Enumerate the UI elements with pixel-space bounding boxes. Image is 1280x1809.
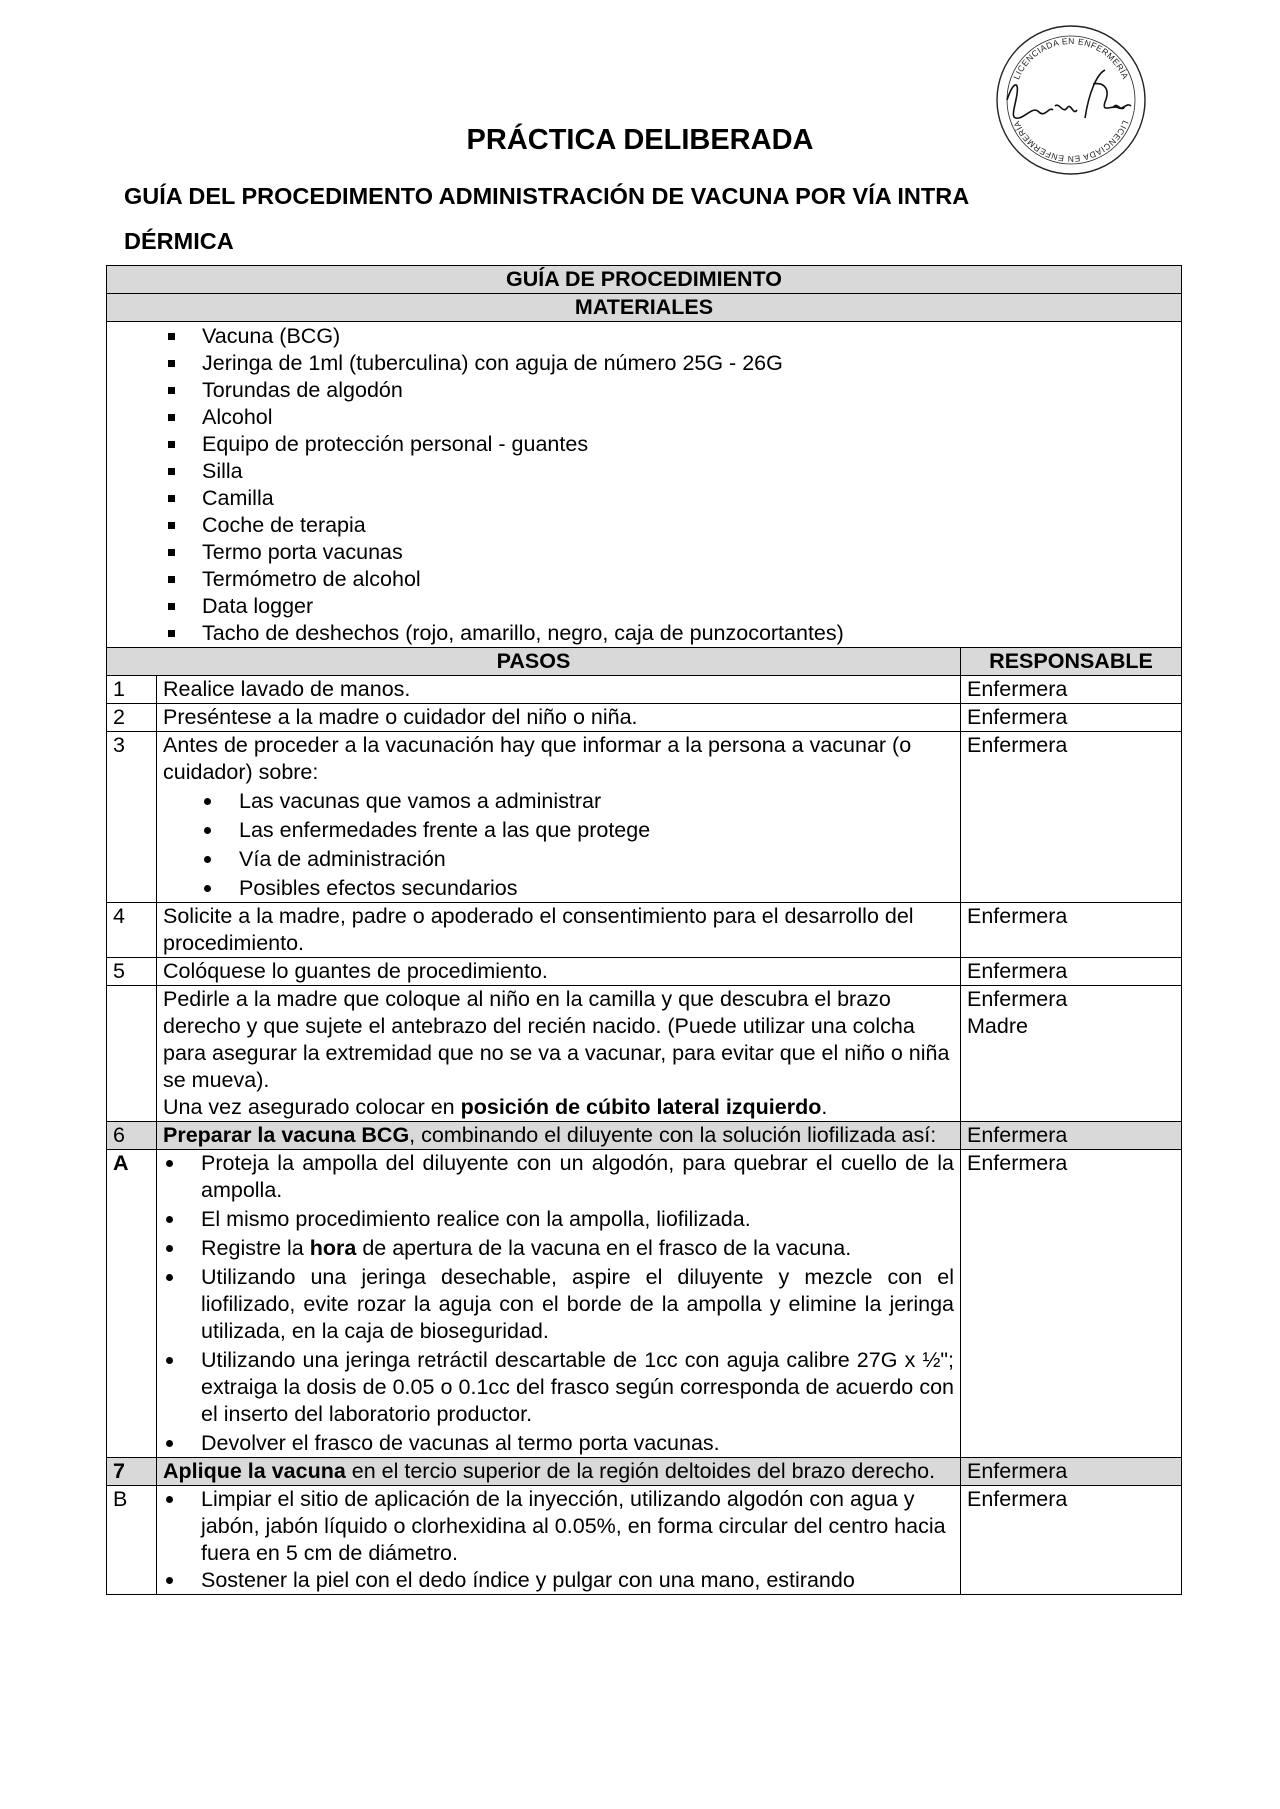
- list-item: Camilla: [168, 485, 1175, 512]
- table-row: [107, 986, 1182, 1122]
- step-responsible: Enfermera: [961, 958, 1182, 986]
- step-text: Solicite a la madre, padre o apoderado el consentimiento para el desarrollo del procedimiento.: [157, 903, 961, 958]
- list-item: Utilizando una jeringa desechable, aspire el diluyente y mezcle con el liofilizado, evite rozar la aguja con el borde de la ampolla y elimine la jeringa utilizada, en la caja de bioseguridad.: [163, 1264, 954, 1345]
- table-row: [107, 903, 1182, 958]
- table-row: [107, 732, 1182, 903]
- list-item: El mismo procedimiento realice con la ampolla, liofilizada.: [163, 1206, 954, 1233]
- hour-emphasis: hora: [309, 1236, 357, 1260]
- step-emphasis: Aplique la vacuna: [163, 1459, 346, 1483]
- info-list: [163, 788, 954, 902]
- list-item: Proteja la ampolla del diluyente con un algodón, para quebrar el cuello de la ampolla.: [163, 1150, 954, 1204]
- step-responsible: Enfermera: [961, 903, 1182, 958]
- list-item: Tacho de deshechos (rojo, amarillo, negro, caja de punzocortantes): [168, 620, 1175, 647]
- step-text: Pedirle a la madre que coloque al niño en la camilla y que descubra el brazo derecho y que sujete el antebrazo del recién nacido. (Puede utilizar una colcha para asegurar la extremidad que no se va a vacunar, para evitar que el niño o niña se mueva).: [163, 987, 950, 1092]
- list-item: Vía de administración: [201, 846, 954, 873]
- table-header: GUÍA DE PROCEDIMIENTO: [107, 266, 1182, 294]
- step-number: 2: [107, 704, 157, 732]
- list-item: Devolver el frasco de vacunas al termo porta vacunas.: [163, 1430, 954, 1457]
- step-responsible: Enfermera: [961, 704, 1182, 732]
- svg-text:LICENCIADA EN ENFERMERÍA: LICENCIADA EN ENFERMERÍA: [1011, 119, 1131, 165]
- list-item: Coche de terapia: [168, 512, 1175, 539]
- step-number: 6: [107, 1122, 157, 1150]
- step-number: [107, 986, 157, 1122]
- list-item: Data logger: [168, 593, 1175, 620]
- step-number: 7: [107, 1458, 157, 1486]
- step-number: 1: [107, 676, 157, 704]
- steps-header-row: [107, 648, 1182, 676]
- position-emphasis: posición de cúbito lateral izquierdo: [460, 1095, 822, 1119]
- list-item: Las enfermedades frente a las que protege: [201, 817, 954, 844]
- list-item: Torundas de algodón: [168, 377, 1175, 404]
- list-item: Alcohol: [168, 404, 1175, 431]
- steps-header: PASOS: [107, 648, 961, 676]
- table-header-row: [107, 266, 1182, 294]
- list-item: Las vacunas que vamos a administrar: [201, 788, 954, 815]
- list-item: Registre la hora de apertura de la vacuna en el frasco de la vacuna.: [163, 1235, 954, 1262]
- step-text: Preparar la vacuna BCG, combinando el diluyente con la solución liofilizada así:: [157, 1122, 961, 1150]
- application-list: [163, 1486, 954, 1594]
- step-text: Colóquese lo guantes de procedimiento.: [157, 958, 961, 986]
- step-content: [157, 1486, 961, 1595]
- step-number: 5: [107, 958, 157, 986]
- step-responsible: [961, 986, 1182, 1122]
- table-row: [107, 704, 1182, 732]
- list-item: Sostener la piel con el dedo índice y pulgar con una mano, estirando: [163, 1567, 954, 1594]
- table-row: [107, 676, 1182, 704]
- step-number: 4: [107, 903, 157, 958]
- step-letter: B: [107, 1486, 157, 1595]
- step-text: Antes de proceder a la vacunación hay que informar a la persona a vacunar (o cuidador) sobre:: [163, 733, 912, 784]
- list-item: Limpiar el sitio de aplicación de la inyección, utilizando algodón con agua y jabón, jabón líquido o clorhexidina al 0.05%, en forma circular del centro hacia fuera en 5 cm de diámetro.: [163, 1486, 954, 1567]
- step-responsible: Enfermera: [961, 1486, 1182, 1595]
- materials-header-row: [107, 294, 1182, 322]
- subtitle-line-1: GUÍA DEL PROCEDIMENTO ADMINISTRACIÓN DE VACUNA POR VÍA INTRA: [124, 183, 970, 209]
- page-subtitle: [124, 174, 1084, 264]
- svg-text:LICENCIADA EN ENFERMERÍA: LICENCIADA EN ENFERMERÍA: [1011, 35, 1131, 81]
- table-row: [107, 1458, 1182, 1486]
- procedure-table: [106, 265, 1182, 1595]
- materials-list: [113, 323, 1175, 647]
- responsible-header: RESPONSABLE: [961, 648, 1182, 676]
- step-content: [157, 1150, 961, 1458]
- step-content: [157, 732, 961, 903]
- step-content: [157, 986, 961, 1122]
- step-text: Realice lavado de manos.: [157, 676, 961, 704]
- materials-row: [107, 322, 1182, 648]
- step-responsible: Enfermera: [961, 676, 1182, 704]
- list-item: Utilizando una jeringa retráctil descartable de 1cc con aguja calibre 27G x ½"; extraiga la dosis de 0.05 o 0.1cc del frasco según corresponda de acuerdo con el inserto del laboratorio productor.: [163, 1347, 954, 1428]
- step-letter: A: [107, 1150, 157, 1458]
- list-item: Equipo de protección personal - guantes: [168, 431, 1175, 458]
- table-row: [107, 1486, 1182, 1595]
- list-item: Silla: [168, 458, 1175, 485]
- step-text: Aplique la vacuna en el tercio superior de la región deltoides del brazo derecho.: [157, 1458, 961, 1486]
- list-item: Termómetro de alcohol: [168, 566, 1175, 593]
- list-item: Vacuna (BCG): [168, 323, 1175, 350]
- responsible-nurse: Enfermera: [967, 987, 1068, 1011]
- step-responsible: Enfermera: [961, 732, 1182, 903]
- list-item: Termo porta vacunas: [168, 539, 1175, 566]
- step-text: Una vez asegurado colocar en posición de cúbito lateral izquierdo.: [163, 1095, 828, 1119]
- step-emphasis: Preparar la vacuna BCG: [163, 1123, 410, 1147]
- page-title: PRÁCTICA DELIBERADA: [466, 124, 814, 156]
- table-row: [107, 1150, 1182, 1458]
- preparation-list: [163, 1150, 954, 1457]
- table-row: [107, 1122, 1182, 1150]
- table-row: [107, 958, 1182, 986]
- step-text: Preséntese a la madre o cuidador del niño o niña.: [157, 704, 961, 732]
- step-responsible: Enfermera: [961, 1122, 1182, 1150]
- step-responsible: Enfermera: [961, 1150, 1182, 1458]
- step-number: 3: [107, 732, 157, 903]
- list-item: Posibles efectos secundarios: [201, 875, 954, 902]
- list-item: Jeringa de 1ml (tuberculina) con aguja de número 25G - 26G: [168, 350, 1175, 377]
- step-responsible: Enfermera: [961, 1458, 1182, 1486]
- responsible-mother: Madre: [967, 1014, 1028, 1038]
- materials-header: MATERIALES: [107, 294, 1182, 322]
- subtitle-line-2: DÉRMICA: [124, 228, 234, 254]
